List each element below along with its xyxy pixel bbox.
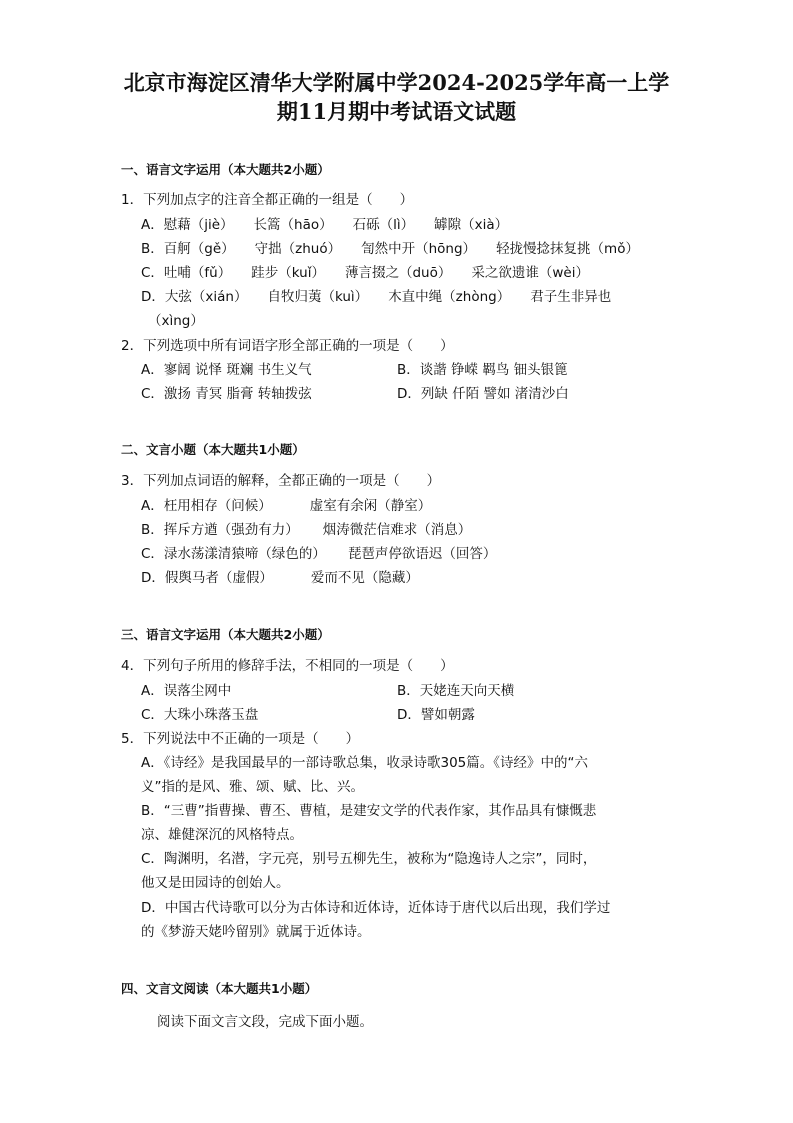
- option-text: 虚室有余闲（静室）: [309, 498, 432, 514]
- option-text: B．挥斥方遒（强劲有力）: [141, 522, 299, 538]
- option-text: D．假舆马者（虚假）: [141, 570, 273, 586]
- option-text: C．吐哺（fǔ）: [141, 265, 232, 281]
- option-text: 石砾（lì）: [352, 217, 415, 233]
- option-text: 采之欲遗谁（wèi）: [471, 265, 589, 281]
- option-text: B．百舸（gě）: [141, 241, 235, 257]
- question-1-option-a: [141, 215, 528, 235]
- option-text: 爱而不见（隐藏）: [310, 570, 419, 586]
- question-3-stem: 3．下列加点词语的解释，全都正确的一项是（ ）: [121, 473, 441, 489]
- section-heading-3: 三、语言文字运用（本大题共2小题）: [121, 627, 330, 642]
- option-text: 木直中绳（zhòng）: [388, 289, 511, 305]
- option-text: A．枉用相存（问候）: [141, 498, 272, 514]
- page-title-line2: 期11月期中考试语文试题: [276, 99, 517, 124]
- question-4-stem: 4．下列句子所用的修辞手法，不相同的一项是（ ）: [121, 658, 454, 674]
- question-5-option-d-line1: D．中国古代诗歌可以分为古体诗和近体诗，近体诗于唐代以后出现，我们学过: [141, 900, 611, 916]
- section-heading-2: 二、文言小题（本大题共1小题）: [121, 442, 305, 457]
- question-5-option-d-line2: 的《梦游天姥吟留别》就属于近体诗。: [141, 924, 371, 940]
- option-text: 跬步（kuǐ）: [251, 265, 325, 281]
- question-5-option-c-line2: 他又是田园诗的创始人。: [141, 875, 290, 891]
- question-1-option-d: [141, 287, 631, 307]
- option-text: 罅隙（xià）: [434, 217, 509, 233]
- option-text: 烟涛微茫信难求（消息）: [322, 522, 472, 538]
- option-text: 轻拢慢捻抹复挑（mǒ）: [496, 241, 639, 257]
- option-text: A．慰藉（jiè）: [141, 217, 234, 233]
- option-text: 琵琶声停欲语迟（回答）: [347, 546, 497, 562]
- question-3-option-b: [141, 520, 491, 540]
- question-5-option-b-line1: B．“三曹”指曹操、曹丕、曹植，是建安文学的代表作家，其作品具有慷慨悲: [141, 803, 597, 819]
- question-4-option-d: D．譬如朝露: [397, 707, 475, 723]
- option-text: 訇然中开（hōng）: [361, 241, 477, 257]
- option-text: 长篙（hāo）: [253, 217, 333, 233]
- question-5-option-a-line1: A．《诗经》是我国最早的一部诗歌总集，收录诗歌305篇。《诗经》中的“六: [141, 755, 588, 771]
- question-5-option-c-line1: C．陶渊明，名潜，字元亮，别号五柳先生，被称为“隐逸诗人之宗”，同时，: [141, 851, 597, 867]
- page-title-line1: 北京市海淀区清华大学附属中学2024-2025学年高一上学: [123, 70, 670, 95]
- reading-instruction: 阅读下面文言文段，完成下面小题。: [157, 1014, 373, 1030]
- question-3-option-a: [141, 496, 451, 516]
- question-5-option-a-line2: 义”指的是风、雅、颂、赋、比、兴。: [141, 779, 364, 795]
- section-heading-1: 一、语言文字运用（本大题共2小题）: [121, 162, 330, 177]
- question-2-option-d: D．列缺 仟陌 譬如 渚清沙白: [397, 386, 569, 402]
- question-2-option-a: A．寥阔 说怿 斑斓 书生义气: [141, 362, 312, 378]
- question-5-option-b-line2: 凉、雄健深沉的风格特点。: [141, 827, 303, 843]
- option-text: C．渌水荡漾清猿啼（绿色的）: [141, 546, 326, 562]
- option-text: 守拙（zhuó）: [254, 241, 342, 257]
- question-3-option-d: [141, 568, 439, 588]
- question-2-option-b: B．谈諧 铮嵘 羁鸟 钿头银篦: [397, 362, 568, 378]
- question-4-option-c: C．大珠小珠落玉盘: [141, 707, 259, 723]
- question-2-stem: 2．下列选项中所有词语字形全部正确的一项是（ ）: [121, 338, 454, 354]
- question-3-option-c: [141, 544, 516, 564]
- question-2-option-c: C．激扬 青冥 脂膏 转轴拨弦: [141, 386, 312, 402]
- section-heading-4: 四、文言文阅读（本大题共1小题）: [121, 981, 318, 996]
- question-1-option-b: [141, 239, 659, 259]
- option-text: 君子生非异也: [530, 289, 612, 305]
- question-5-stem: 5．下列说法中不正确的一项是（ ）: [121, 731, 360, 747]
- question-1-stem: 1．下列加点字的注音全都正确的一组是（ ）: [121, 192, 414, 208]
- question-4-option-a: A．误落尘网中: [141, 683, 232, 699]
- option-text: 自牧归荑（kuì）: [267, 289, 369, 305]
- option-text: D．大弦（xián）: [141, 289, 248, 305]
- question-1-option-c: [141, 263, 609, 283]
- question-4-option-b: B．天姥连天向天横: [397, 683, 515, 699]
- option-text: 薄言掇之（duō）: [344, 265, 452, 281]
- question-1-option-d-continued: （xìng）: [148, 313, 204, 329]
